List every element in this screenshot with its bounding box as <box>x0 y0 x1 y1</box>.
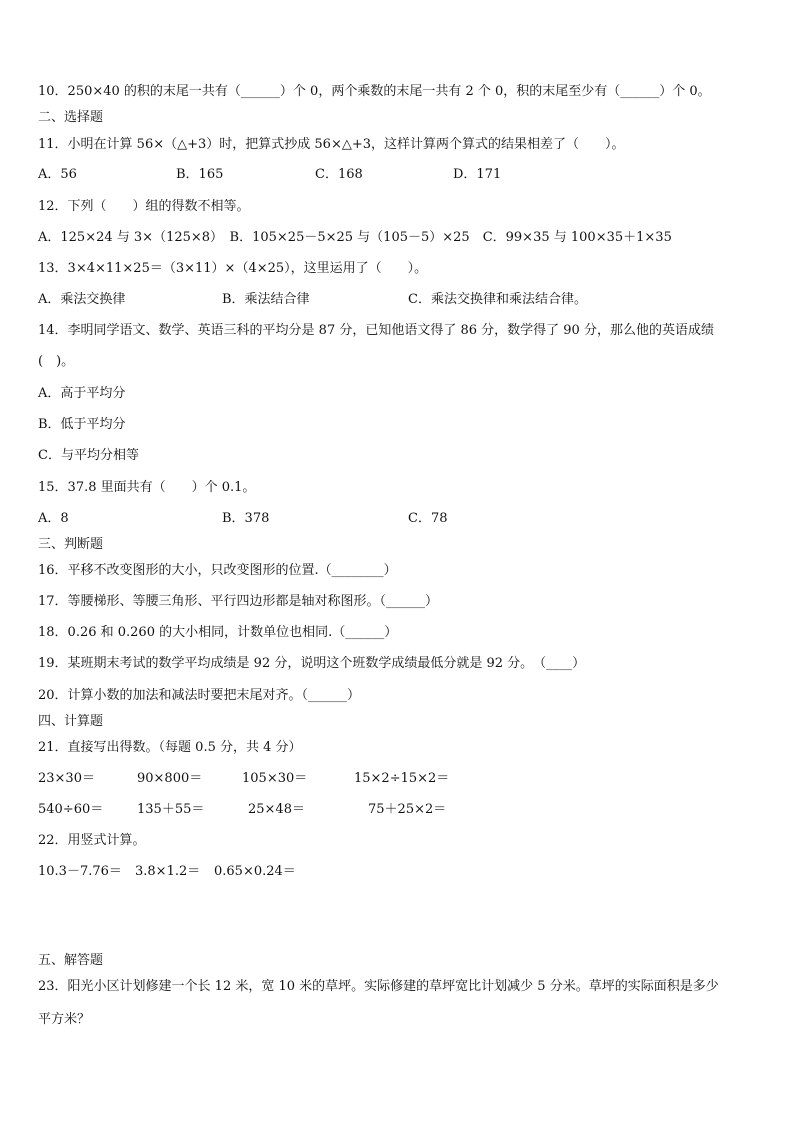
q21-item: 135＋55＝ <box>137 802 205 817</box>
q14-option-a: A．高于平均分 <box>38 386 126 401</box>
q14-option-b: B．低于平均分 <box>38 417 126 432</box>
q13-option-a: A．乘法交换律 <box>38 292 126 307</box>
q22-item: 3.8×1.2＝ <box>135 864 201 879</box>
q15-option-b: B．378 <box>222 511 270 526</box>
q21-item: 105×30＝ <box>242 771 308 786</box>
question-22: 22．用竖式计算。 <box>38 833 146 848</box>
q21-item: 25×48＝ <box>248 802 305 817</box>
q21-item: 23×30＝ <box>38 771 95 786</box>
q21-item: 15×2÷15×2＝ <box>354 771 450 786</box>
question-20: 20．计算小数的加法和减法时要把末尾对齐。（______） <box>38 688 361 703</box>
question-23-line2: 平方米？ <box>38 1012 91 1027</box>
question-12: 12．下列（ ）组的得数不相等。 <box>38 199 250 214</box>
q22-item: 10.3－7.76＝ <box>38 864 122 879</box>
section-title-calculation: 四、计算题 <box>38 714 104 729</box>
q13-option-c: C．乘法交换律和乘法结合律。 <box>408 292 587 307</box>
q15-option-a: A．8 <box>38 511 69 526</box>
question-16: 16．平移不改变图形的大小，只改变图形的位置.（________） <box>38 563 397 578</box>
section-title-word-problems: 五、解答题 <box>38 953 104 968</box>
q15-option-c: C．78 <box>408 511 448 526</box>
q14-option-c: C．与平均分相等 <box>38 448 139 463</box>
question-14-line2: ( )。 <box>38 354 75 369</box>
q11-option-c: C．168 <box>315 167 363 182</box>
section-title-choice: 二、选择题 <box>38 110 104 125</box>
question-23-line1: 23．阳光小区计划修建一个长 12 米，宽 10 米的草坪。实际修建的草坪宽比计划减少 5 分米。草坪的实际面积是多少 <box>38 979 719 994</box>
q21-item: 75＋25×2＝ <box>368 802 447 817</box>
q12-options: A．125×24 与 3×（125×8） B．105×25－5×25 与（105－5）×25 C．99×35 与 100×35＋1×35 <box>38 230 672 245</box>
question-10: 10．250×40 的积的末尾一共有（______）个 0，两个乘数的末尾一共有 2 个 0，积的末尾至少有（______）个 0。 <box>38 84 711 99</box>
question-19: 19．某班期末考试的数学平均成绩是 92 分，说明这个班数学成绩最低分就是 92 分。 （____） <box>38 656 586 671</box>
q11-option-b: B．165 <box>176 167 224 182</box>
q21-item: 540÷60＝ <box>38 802 104 817</box>
q13-option-b: B．乘法结合律 <box>222 292 310 307</box>
q22-item: 0.65×0.24＝ <box>214 864 296 879</box>
question-15: 15．37.8 里面共有（ ）个 0.1。 <box>38 480 256 495</box>
question-17: 17．等腰梯形、等腰三角形、平行四边形都是轴对称图形。（______） <box>38 594 439 609</box>
section-title-judgement: 三、判断题 <box>38 537 104 552</box>
question-18: 18．0.26 和 0.260 的大小相同，计数单位也相同.（______） <box>38 625 398 640</box>
question-13: 13．3×4×11×25＝（3×11）×（4×25），这里运用了（ ）。 <box>38 261 428 276</box>
q11-option-d: D．171 <box>453 167 502 182</box>
question-14-line1: 14．李明同学语文、数学、英语三科的平均分是 87 分，已知他语文得了 86 分，数学得了 90 分，那么他的英语成绩 <box>38 323 714 338</box>
question-11: 11．小明在计算 56×（△+3）时，把算式抄成 56×△+3，这样计算两个算式的结果相差了（ ）。 <box>38 137 625 152</box>
q11-option-a: A．56 <box>38 167 77 182</box>
question-21: 21．直接写出得数。（每题 0.5 分，共 4 分） <box>38 740 302 755</box>
q21-item: 90×800＝ <box>137 771 203 786</box>
